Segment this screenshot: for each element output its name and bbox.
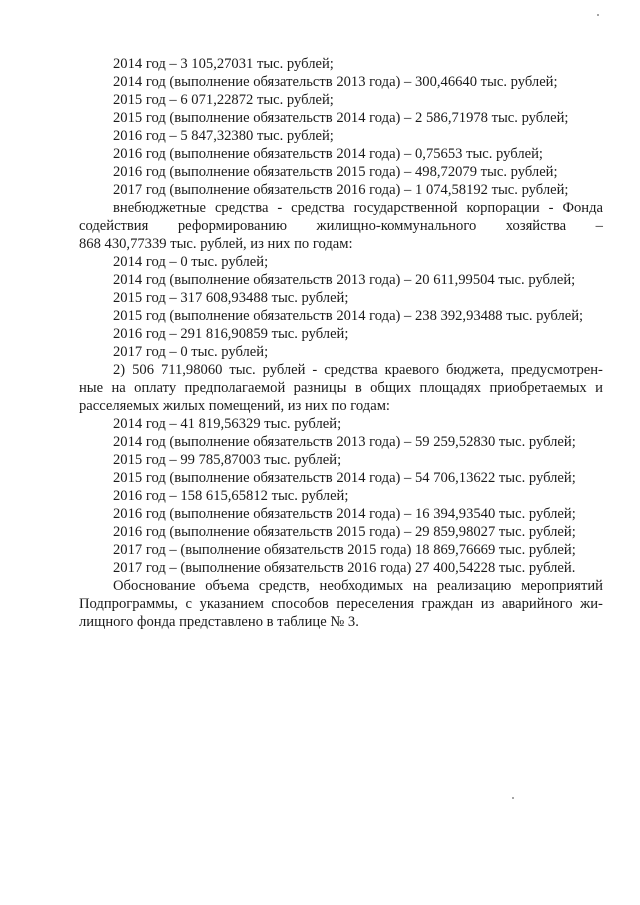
word: на [111, 380, 126, 396]
budget-line: 2016 год (выполнение обязательств 2014 года) – 0,75653 тыс. рублей; [113, 146, 543, 162]
word: государственной [353, 200, 458, 216]
word: 711,98060 [160, 362, 223, 378]
regional-line: 2016 год (выполнение обязательств 2015 года) – 29 859,98027 тыс. рублей; [113, 524, 576, 540]
word: объема [205, 578, 250, 594]
scan-speck [512, 797, 514, 799]
paragraph-line [113, 200, 603, 217]
budget-line: 2016 год (выполнение обязательств 2015 года) – 498,72079 тыс. рублей; [113, 164, 558, 180]
word: реализацию [436, 578, 512, 594]
budget-line: 2017 год (выполнение обязательств 2016 года) – 1 074,58192 тыс. рублей; [113, 182, 569, 198]
word: внебюджетные [113, 200, 207, 216]
word: оплату [134, 380, 177, 396]
word: 2) [113, 362, 126, 378]
word: и [595, 380, 603, 396]
word: Фонда [562, 200, 603, 216]
regional-line: 2016 год – 158 615,65812 тыс. рублей; [113, 488, 349, 504]
budget-line: 2015 год (выполнение обязательств 2014 года) – 2 586,71978 тыс. рублей; [113, 110, 569, 126]
word: корпорации [466, 200, 540, 216]
scan-speck [597, 14, 599, 16]
regional-line: 2014 год (выполнение обязательств 2013 года) – 59 259,52830 тыс. рублей; [113, 434, 576, 450]
word: переселения [336, 596, 415, 612]
word: жилищно-коммунального [316, 218, 477, 234]
word: - [277, 200, 283, 216]
budget-line: 2014 год – 3 105,27031 тыс. рублей; [113, 56, 334, 72]
word: средств, [258, 578, 310, 594]
word: разницы [293, 380, 347, 396]
word: указанием [199, 596, 264, 612]
fund-line: 2017 год – 0 тыс. рублей; [113, 344, 269, 360]
word: хозяйства [505, 218, 567, 234]
word: приобретаемых [489, 380, 587, 396]
word: из [480, 596, 495, 612]
paragraph-line: 868 430,77339 тыс. рублей, из них по годам: [79, 236, 353, 252]
word: способов [271, 596, 329, 612]
word: с [185, 596, 193, 612]
regional-line: 2015 год – 99 785,87003 тыс. рублей; [113, 452, 342, 468]
word: средства [214, 200, 269, 216]
word: на [412, 578, 428, 594]
paragraph-line [113, 362, 603, 379]
word: бюджета, [445, 362, 505, 378]
paragraph-line [79, 596, 603, 613]
word: рублей [262, 362, 306, 378]
word: Подпрограммы, [79, 596, 178, 612]
word: Обоснование [113, 578, 196, 594]
regional-line: 2014 год – 41 819,56329 тыс. рублей; [113, 416, 342, 432]
paragraph-line [79, 218, 603, 235]
regional-line: 2016 год (выполнение обязательств 2014 года) – 16 394,93540 тыс. рублей; [113, 506, 576, 522]
paragraph-line: расселяемых жилых помещений, из них по годам: [79, 398, 390, 414]
regional-line: 2017 год – (выполнение обязательств 2016 года) 27 400,54228 тыс. рублей. [113, 560, 576, 576]
budget-line: 2014 год (выполнение обязательств 2013 года) – 300,46640 тыс. рублей; [113, 74, 558, 90]
word: жи- [580, 596, 603, 612]
paragraph-line [79, 380, 603, 397]
word: средства [324, 362, 378, 378]
word: средства [291, 200, 345, 216]
regional-line: 2015 год (выполнение обязательств 2014 года) – 54 706,13622 тыс. рублей; [113, 470, 576, 486]
fund-line: 2014 год – 0 тыс. рублей; [113, 254, 269, 270]
word: 506 [132, 362, 154, 378]
word: - [548, 200, 554, 216]
word: краевого [384, 362, 440, 378]
word: предполагаемой [184, 380, 286, 396]
word: ные [79, 380, 104, 396]
fund-line: 2015 год – 317 608,93488 тыс. рублей; [113, 290, 349, 306]
word: площадях [419, 380, 482, 396]
regional-line: 2017 год – (выполнение обязательств 2015 года) 18 869,76669 тыс. рублей; [113, 542, 576, 558]
paragraph-line [113, 578, 603, 595]
word: предусмотрен- [510, 362, 603, 378]
word: аварийного [501, 596, 573, 612]
paragraph-line: лищного фонда представлено в таблице № 3. [79, 614, 359, 630]
word: общих [370, 380, 412, 396]
word: реформированию [177, 218, 287, 234]
word: – [595, 218, 603, 234]
word: мероприятий [521, 578, 603, 594]
word: - [312, 362, 318, 378]
fund-line: 2015 год (выполнение обязательств 2014 года) – 238 392,93488 тыс. рублей; [113, 308, 584, 324]
word: содействия [79, 218, 149, 234]
budget-line: 2015 год – 6 071,22872 тыс. рублей; [113, 92, 334, 108]
word: необходимых [319, 578, 404, 594]
budget-line: 2016 год – 5 847,32380 тыс. рублей; [113, 128, 334, 144]
word: граждан [421, 596, 474, 612]
fund-line: 2014 год (выполнение обязательств 2013 года) – 20 611,99504 тыс. рублей; [113, 272, 576, 288]
word: в [354, 380, 362, 396]
fund-line: 2016 год – 291 816,90859 тыс. рублей; [113, 326, 349, 342]
word: тыс. [229, 362, 256, 378]
